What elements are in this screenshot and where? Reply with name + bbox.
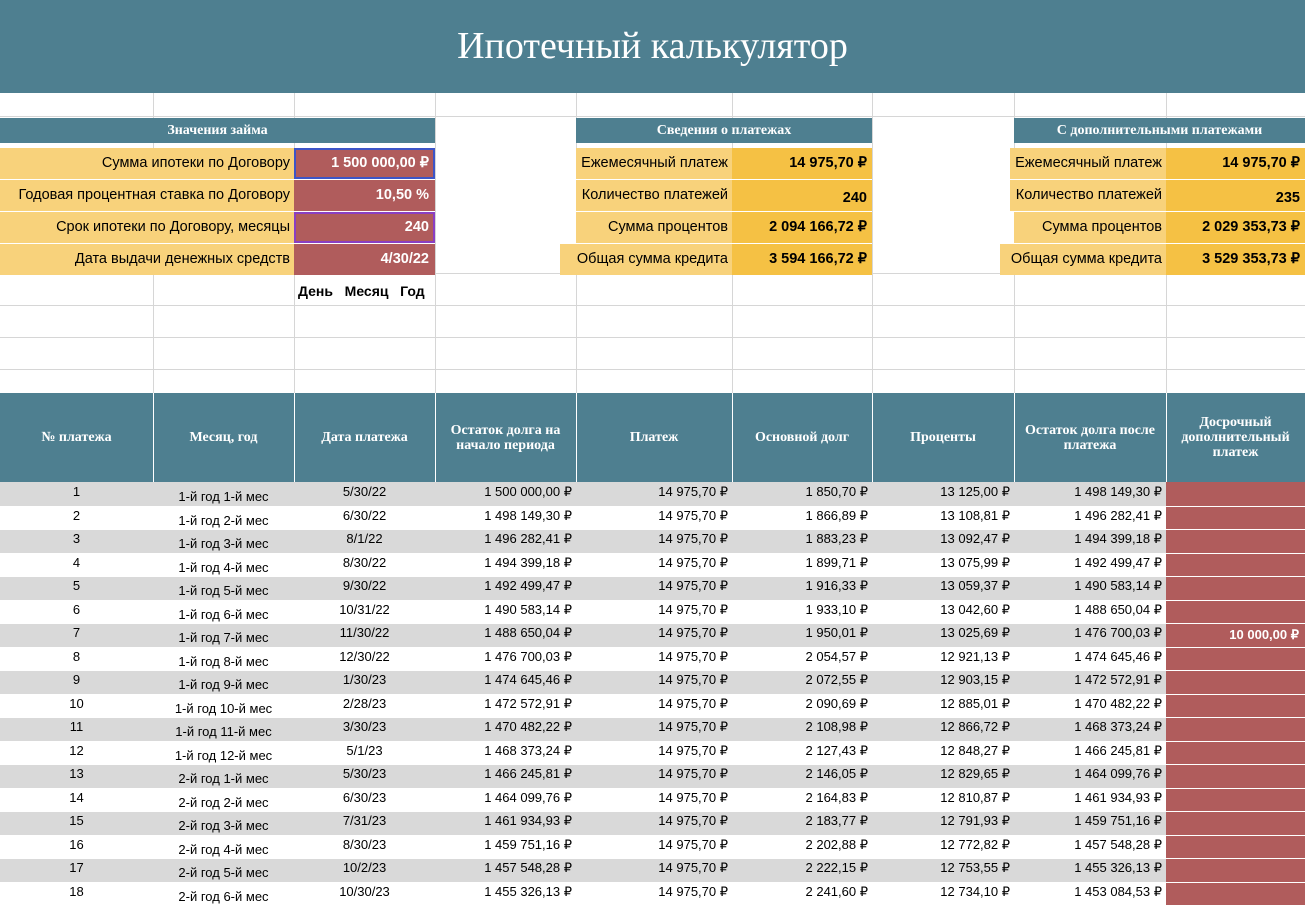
cell-payment: 14 975,70 ₽ — [658, 695, 728, 711]
cell-extra-payment[interactable] — [1166, 788, 1305, 812]
col-header-date: Дата платежа — [321, 430, 408, 445]
cell-principal: 1 933,10 ₽ — [805, 601, 868, 617]
cell-interest: 13 108,81 ₽ — [940, 507, 1010, 523]
cell-month: 1-й год 2-й мес — [178, 512, 269, 528]
cell-start-balance: 1 500 000,00 ₽ — [484, 484, 572, 499]
cell-num: 2 — [72, 507, 81, 523]
cell-num: 17 — [69, 860, 84, 875]
extra-credit-total-label: Общая сумма кредита — [1000, 244, 1166, 275]
monthly-payment-label: Ежемесячный платеж — [576, 148, 732, 179]
cell-interest: 13 092,47 ₽ — [940, 531, 1010, 546]
cell-month: 1-й год 7-й мес — [178, 630, 269, 645]
cell-end-balance: 1 457 548,28 ₽ — [1074, 836, 1162, 852]
cell-end-balance: 1 494 399,18 ₽ — [1074, 531, 1162, 546]
cell-principal: 2 202,88 ₽ — [805, 836, 868, 852]
cell-start-balance: 1 474 645,46 ₽ — [484, 672, 572, 687]
extra-credit-total-value: 3 529 353,73 ₽ — [1166, 244, 1305, 275]
interest-total-label: Сумма процентов — [576, 212, 732, 243]
cell-month: 1-й год 11-й мес — [175, 724, 272, 739]
issue-date-label: Дата выдачи денежных средств — [0, 244, 294, 275]
cell-interest: 12 903,15 ₽ — [940, 672, 1010, 687]
cell-date: 10/31/22 — [339, 601, 390, 617]
cell-num: 5 — [72, 578, 81, 593]
table-row — [0, 576, 1305, 600]
cell-date: 3/30/23 — [342, 719, 387, 734]
cell-date: 9/30/22 — [342, 578, 387, 593]
cell-principal: 1 866,89 ₽ — [805, 507, 868, 523]
cell-payment: 14 975,70 ₽ — [658, 601, 728, 617]
cell-num: 4 — [72, 554, 81, 570]
cell-end-balance: 1 466 245,81 ₽ — [1074, 742, 1162, 758]
cell-date: 6/30/22 — [342, 507, 387, 523]
cell-interest: 12 848,27 ₽ — [940, 742, 1010, 758]
cell-interest: 12 885,01 ₽ — [940, 695, 1010, 711]
extra-interest-total-value: 2 029 353,73 ₽ — [1166, 212, 1305, 243]
cell-interest: 12 866,72 ₽ — [940, 719, 1010, 734]
cell-principal: 2 164,83 ₽ — [805, 789, 868, 805]
cell-num: 15 — [69, 813, 84, 828]
cell-principal: 1 883,23 ₽ — [805, 531, 868, 546]
cell-interest: 12 829,65 ₽ — [940, 766, 1010, 781]
cell-payment: 14 975,70 ₽ — [658, 507, 728, 523]
extra-payment-count-value: 235 — [1166, 180, 1305, 211]
cell-principal: 2 222,15 ₽ — [805, 860, 868, 875]
col-header-num: № платежа — [41, 430, 112, 445]
cell-payment: 14 975,70 ₽ — [658, 813, 728, 828]
cell-end-balance: 1 461 934,93 ₽ — [1074, 789, 1162, 805]
cell-payment: 14 975,70 ₽ — [658, 625, 728, 640]
cell-end-balance: 1 455 326,13 ₽ — [1074, 860, 1162, 875]
cell-start-balance: 1 476 700,03 ₽ — [484, 648, 572, 664]
cell-month: 1-й год 9-й мес — [178, 677, 269, 692]
cell-principal: 2 054,57 ₽ — [805, 648, 868, 664]
cell-month: 1-й год 12-й мес — [174, 747, 273, 763]
cell-end-balance: 1 492 499,47 ₽ — [1074, 554, 1162, 570]
cell-start-balance: 1 468 373,24 ₽ — [484, 742, 572, 758]
table-row — [0, 741, 1305, 765]
loan-amount-input[interactable]: 1 500 000,00 ₽ — [294, 148, 435, 179]
col-header-principal: Основной долг — [754, 430, 850, 445]
cell-end-balance: 1 459 751,16 ₽ — [1074, 813, 1162, 828]
cell-num: 18 — [69, 883, 84, 899]
cell-interest: 13 042,60 ₽ — [940, 601, 1010, 617]
extra-payment-count-label: Количество платежей — [1010, 180, 1166, 211]
cell-interest: 12 734,10 ₽ — [940, 883, 1010, 899]
table-row — [0, 529, 1305, 553]
cell-extra-payment[interactable] — [1166, 741, 1305, 765]
cell-num: 3 — [72, 531, 81, 546]
cell-extra-payment[interactable] — [1166, 600, 1305, 624]
cell-principal: 2 241,60 ₽ — [805, 883, 868, 899]
cell-interest: 13 075,99 ₽ — [940, 554, 1010, 570]
cell-extra-payment[interactable] — [1166, 670, 1305, 694]
col-header-start-balance: Остаток долга на начало периода — [450, 422, 561, 453]
extra-monthly-payment-label: Ежемесячный платеж — [1010, 148, 1166, 179]
interest-rate-label: Годовая процентная ставка по Договору — [0, 180, 294, 211]
payment-count-label: Количество платежей — [576, 180, 732, 211]
cell-extra-payment[interactable] — [1166, 764, 1305, 788]
credit-total-value: 3 594 166,72 ₽ — [732, 244, 872, 275]
table-row — [0, 882, 1305, 906]
cell-extra-payment[interactable] — [1166, 576, 1305, 600]
cell-start-balance: 1 488 650,04 ₽ — [484, 625, 572, 640]
cell-end-balance: 1 490 583,14 ₽ — [1074, 578, 1162, 593]
cell-start-balance: 1 472 572,91 ₽ — [484, 695, 572, 711]
cell-month: 2-й год 5-й мес — [178, 865, 269, 880]
cell-date: 11/30/22 — [339, 625, 390, 640]
cell-num: 8 — [72, 648, 81, 664]
cell-payment: 14 975,70 ₽ — [658, 883, 728, 899]
extra-section-header: С дополнительными платежами — [1014, 118, 1305, 143]
payments-section-header: Сведения о платежах — [576, 118, 872, 143]
cell-principal: 1 916,33 ₽ — [805, 578, 868, 593]
cell-payment: 14 975,70 ₽ — [658, 578, 728, 593]
issue-date-input[interactable]: 4/30/22 — [294, 244, 435, 275]
table-row — [0, 835, 1305, 859]
table-row — [0, 553, 1305, 577]
table-row — [0, 811, 1305, 835]
cell-num: 6 — [72, 601, 81, 617]
cell-payment: 14 975,70 ₽ — [658, 742, 728, 758]
cell-start-balance: 1 494 399,18 ₽ — [484, 554, 572, 570]
loan-amount-label: Сумма ипотеки по Договору — [0, 148, 294, 179]
cell-extra-payment[interactable] — [1166, 647, 1305, 671]
cell-num: 1 — [72, 484, 81, 499]
table-row — [0, 717, 1305, 741]
cell-extra-payment[interactable] — [1166, 529, 1305, 553]
cell-interest: 13 025,69 ₽ — [940, 625, 1010, 640]
table-row — [0, 694, 1305, 718]
date-format-hint: День Месяц Год — [298, 283, 425, 299]
table-row — [0, 858, 1305, 882]
cell-payment: 14 975,70 ₽ — [658, 766, 728, 781]
cell-num: 14 — [69, 789, 84, 805]
cell-month: 1-й год 10-й мес — [174, 700, 273, 716]
cell-principal: 2 127,43 ₽ — [805, 742, 868, 758]
cell-date: 8/30/23 — [342, 836, 387, 852]
cell-interest: 13 125,00 ₽ — [940, 484, 1010, 499]
table-row — [0, 647, 1305, 671]
table-row — [0, 788, 1305, 812]
cell-extra-payment[interactable] — [1166, 482, 1305, 506]
cell-principal: 2 072,55 ₽ — [805, 672, 868, 687]
cell-payment: 14 975,70 ₽ — [658, 648, 728, 664]
cell-extra-payment[interactable] — [1166, 506, 1305, 530]
col-header-end-balance: Остаток долга после платежа — [1024, 422, 1155, 453]
loan-term-input[interactable]: 240 — [294, 212, 435, 243]
cell-month: 1-й год 5-й мес — [178, 583, 269, 598]
cell-extra-payment[interactable] — [1166, 858, 1305, 882]
cell-num: 7 — [72, 625, 81, 640]
extra-interest-total-label: Сумма процентов — [1014, 212, 1166, 243]
cell-num: 16 — [69, 836, 84, 852]
cell-date: 5/1/23 — [346, 742, 383, 758]
cell-start-balance: 1 459 751,16 ₽ — [484, 836, 572, 852]
cell-month: 1-й год 8-й мес — [178, 653, 269, 669]
cell-end-balance: 1 488 650,04 ₽ — [1074, 601, 1162, 617]
table-row — [0, 600, 1305, 624]
cell-end-balance: 1 468 373,24 ₽ — [1074, 719, 1162, 734]
cell-extra-payment[interactable]: 10 000,00 ₽ — [1166, 623, 1305, 647]
table-row — [0, 482, 1305, 506]
cell-payment: 14 975,70 ₽ — [658, 789, 728, 805]
cell-start-balance: 1 490 583,14 ₽ — [484, 601, 572, 617]
cell-payment: 14 975,70 ₽ — [658, 531, 728, 546]
table-row — [0, 623, 1305, 647]
cell-start-balance: 1 498 149,30 ₽ — [484, 507, 572, 523]
cell-principal: 2 146,05 ₽ — [805, 766, 868, 781]
cell-date: 2/28/23 — [342, 695, 387, 711]
cell-principal: 1 950,01 ₽ — [805, 625, 868, 640]
cell-end-balance: 1 470 482,22 ₽ — [1074, 695, 1162, 711]
cell-interest: 12 921,13 ₽ — [940, 648, 1010, 664]
table-row — [0, 506, 1305, 530]
cell-date: 5/30/23 — [342, 766, 387, 781]
cell-end-balance: 1 464 099,76 ₽ — [1074, 766, 1162, 781]
col-header-payment: Платеж — [629, 430, 679, 445]
cell-principal: 1 899,71 ₽ — [805, 554, 868, 570]
cell-payment: 14 975,70 ₽ — [658, 860, 728, 875]
cell-extra-payment[interactable] — [1166, 882, 1305, 906]
loan-section-header: Значения займа — [0, 118, 435, 143]
cell-start-balance: 1 464 099,76 ₽ — [484, 789, 572, 805]
cell-date: 1/30/23 — [342, 672, 387, 687]
cell-date: 10/30/23 — [339, 883, 390, 899]
cell-payment: 14 975,70 ₽ — [658, 554, 728, 570]
cell-num: 12 — [69, 742, 84, 758]
cell-date: 8/1/22 — [346, 531, 383, 546]
cell-start-balance: 1 470 482,22 ₽ — [484, 719, 572, 734]
cell-month: 1-й год 1-й мес — [178, 489, 269, 504]
cell-date: 7/31/23 — [342, 813, 387, 828]
credit-total-label: Общая сумма кредита — [560, 244, 732, 275]
cell-month: 1-й год 6-й мес — [178, 606, 269, 622]
col-header-interest: Проценты — [910, 430, 976, 445]
cell-extra-payment[interactable] — [1166, 717, 1305, 741]
payment-count-value: 240 — [732, 180, 872, 211]
cell-num: 13 — [69, 766, 84, 781]
cell-end-balance: 1 474 645,46 ₽ — [1074, 648, 1162, 664]
cell-end-balance: 1 498 149,30 ₽ — [1074, 484, 1162, 499]
cell-month: 2-й год 1-й мес — [178, 771, 269, 786]
cell-start-balance: 1 457 548,28 ₽ — [484, 860, 572, 875]
cell-principal: 2 108,98 ₽ — [805, 719, 868, 734]
col-header-extra-payment: Досрочный дополнительный платеж — [1181, 415, 1290, 460]
cell-month: 1-й год 4-й мес — [178, 559, 269, 575]
cell-payment: 14 975,70 ₽ — [658, 484, 728, 499]
cell-date: 10/2/23 — [342, 860, 387, 875]
cell-date: 12/30/22 — [339, 648, 390, 664]
cell-principal: 2 090,69 ₽ — [805, 695, 868, 711]
cell-start-balance: 1 455 326,13 ₽ — [484, 883, 572, 899]
cell-start-balance: 1 492 499,47 ₽ — [484, 578, 572, 593]
interest-total-value: 2 094 166,72 ₽ — [732, 212, 872, 243]
cell-extra-payment[interactable] — [1166, 811, 1305, 835]
cell-interest: 12 810,87 ₽ — [940, 789, 1010, 805]
page-title: Ипотечный калькулятор — [457, 25, 848, 67]
cell-end-balance: 1 496 282,41 ₽ — [1074, 507, 1162, 523]
cell-start-balance: 1 461 934,93 ₽ — [484, 813, 572, 828]
cell-date: 6/30/23 — [342, 789, 387, 805]
cell-extra-payment[interactable] — [1166, 835, 1305, 859]
cell-date: 5/30/22 — [342, 484, 387, 499]
cell-interest: 12 753,55 ₽ — [940, 860, 1010, 875]
cell-start-balance: 1 466 245,81 ₽ — [484, 766, 572, 781]
cell-num: 9 — [72, 672, 81, 687]
interest-rate-input[interactable]: 10,50 % — [294, 180, 435, 211]
cell-interest: 12 791,93 ₽ — [940, 813, 1010, 828]
cell-interest: 13 059,37 ₽ — [940, 578, 1010, 593]
loan-term-label: Срок ипотеки по Договору, месяцы — [0, 212, 294, 243]
cell-end-balance: 1 472 572,91 ₽ — [1074, 672, 1162, 687]
cell-principal: 2 183,77 ₽ — [805, 813, 868, 828]
cell-interest: 12 772,82 ₽ — [940, 836, 1010, 852]
cell-principal: 1 850,70 ₽ — [805, 484, 868, 499]
cell-payment: 14 975,70 ₽ — [658, 672, 728, 687]
cell-payment: 14 975,70 ₽ — [658, 719, 728, 734]
extra-monthly-payment-value: 14 975,70 ₽ — [1166, 148, 1305, 179]
cell-extra-payment[interactable] — [1166, 694, 1305, 718]
cell-month: 2-й год 6-й мес — [178, 888, 269, 904]
cell-num: 10 — [69, 695, 84, 711]
table-row — [0, 764, 1305, 788]
cell-end-balance: 1 476 700,03 ₽ — [1074, 625, 1162, 640]
monthly-payment-value: 14 975,70 ₽ — [732, 148, 872, 179]
col-header-month: Месяц, год — [189, 430, 258, 445]
cell-date: 8/30/22 — [342, 554, 387, 570]
cell-month: 1-й год 3-й мес — [178, 536, 269, 551]
cell-start-balance: 1 496 282,41 ₽ — [484, 531, 572, 546]
cell-extra-payment[interactable] — [1166, 553, 1305, 577]
cell-month: 2-й год 3-й мес — [178, 818, 269, 833]
cell-payment: 14 975,70 ₽ — [658, 836, 728, 852]
cell-end-balance: 1 453 084,53 ₽ — [1074, 883, 1162, 899]
cell-month: 2-й год 4-й мес — [178, 841, 269, 857]
table-row — [0, 670, 1305, 694]
cell-num: 11 — [69, 719, 84, 734]
cell-month: 2-й год 2-й мес — [178, 794, 269, 810]
